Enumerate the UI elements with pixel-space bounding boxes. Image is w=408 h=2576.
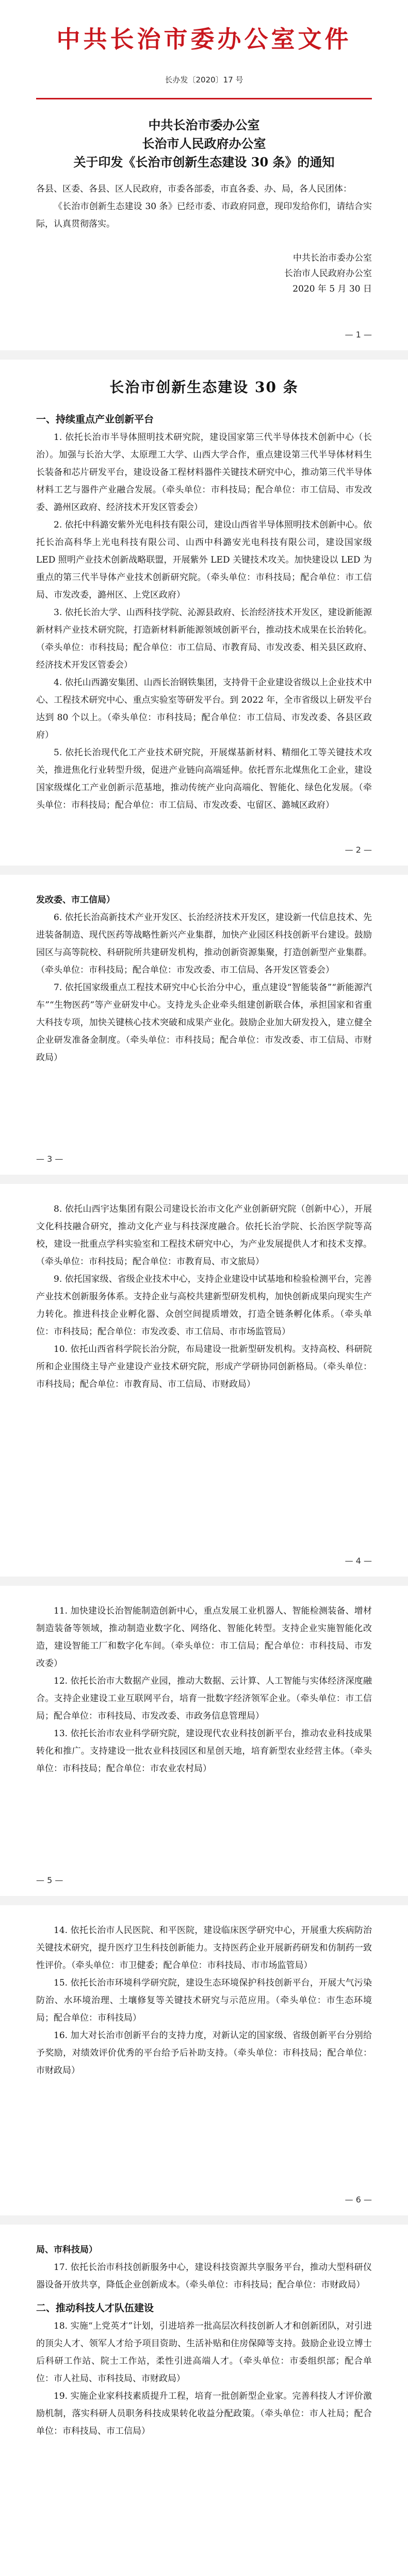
page-number: — 2 —	[345, 845, 372, 855]
continued-text: 发改委、市工信局）	[36, 895, 115, 905]
article-19: 19. 实施企业家科技素质提升工程，培育一批创新型企业家。完善科技人才评价激励机制，落实科研人员职务科技成果转化收益分配政策。（牵头单位：市人社局；配合单位：市科技局、市工信局）	[36, 2391, 372, 2436]
article-6: 6. 依托长治高新技术产业开发区、长治经济技术开发区，建设新一代信息技术、先进装备制造、现代医药等战略性新兴产业集群，加快产业园区科技创新平台建设。鼓励园区与高等院校、科研院所共建研发机构，推动创新资源集聚，打造创新型产业集群。（牵头单位：市科技局；配合单位：市发改委、市工信局、各开发区管委会）	[36, 912, 372, 975]
page-number: — 3 —	[36, 1154, 63, 1164]
page-separator	[0, 1577, 408, 1586]
notice-text: 《长治市创新生态建设 30 条》已经市委、市政府同意，现印发给你们，请结合实际，认真贯彻落实。	[36, 201, 372, 229]
article-2: 2. 依托中科潞安紫外光电科技有限公司，建设山西省半导体照明技术创新中心。依托长治高科华上光电科技有限公司、山西中科潞安光电科技有限公司，建设国家级 LED 照明产业技术创新战略联盟，开展紫外 LED 关键技术攻关。加快建设以 LED 为重点的第三代半导体产业技术创新研究院。（牵头单位：市科技局；配合单位：市工信局、市发改委，潞州区、上党区政府）	[36, 520, 372, 600]
article-5: 5. 依托长治现代化工产业技术研究院，开展煤基新材料、精细化工等关键技术攻关，推进焦化行业转型升级，促进产业链向高端延伸。依托晋东北煤焦化工企业，建设国家级煤化工产业创新示范基地，推动传统产业向高端化、智能化、绿色化发展。（牵头单位：市科技局；配合单位：市工信局、市发改委、屯留区、潞城区政府）	[36, 748, 372, 810]
document-page-6	[36, 1922, 372, 2079]
article-3: 3. 依托长治大学、山西科技学院、沁源县政府、长治经济技术开发区，建设新能源新材料产业技术研究院，打造新材料新能源领域创新平台，推动技术成果在长治转化。（牵头单位：市科技局；配合单位：市工信局、市教育局、市发改委、相关县区政府、经济技术开发区管委会）	[36, 607, 372, 670]
article-18: 18. 实施“上党英才”计划，引进培养一批高层次科技创新人才和创新团队，对引进的顶尖人才、领军人才给予项目资助、生活补贴和住房保障等支持。鼓励企业设立博士后科研工作站、院士工作站，柔性引进高端人才。（牵头单位：市委组织部；配合单位：市人社局、市科技局、市财政局）	[36, 2321, 372, 2384]
masthead	[0, 21, 408, 85]
article-7: 7. 依托国家级重点工程技术研究中心长治分中心，重点建设“智能装备”“新能源汽车”“生物医药”等产业研发中心。支持龙头企业牵头组建创新联合体，承担国家和省重大科技专项，加快关键核心技术突破和成果产业化。鼓励企业加大研发投入，建立健全企业研发准备金制度。（牵头单位：市科技局；配合单位：市发改委、市工信局、市财政局）	[36, 982, 372, 1063]
article-10: 10. 依托山西省科学院长治分院，布局建设一批新型研发机构。支持高校、科研院所和企业围绕主导产业建设产业技术研究院，形成产学研协同创新格局。（牵头单位：市科技局；配合单位：市教育局、市工信局、市财政局）	[36, 1344, 372, 1389]
notice-title: 关于印发《长治市创新生态建设 30 条》的通知	[73, 155, 335, 170]
document-page-4	[36, 1200, 372, 1393]
signature-1: 中共长治市委办公室	[293, 253, 372, 263]
document-page-7	[36, 2241, 372, 2440]
page-separator	[0, 866, 408, 875]
article-9: 9. 依托国家级、省级企业技术中心，支持企业建设中试基地和检验检测平台，完善产业技术创新服务体系。支持企业与高校共建新型研发机构，加快创新成果向现实生产力转化。推进科技企业孵化器、众创空间提质增效，打造全链条孵化体系。（牵头单位：市科技局；配合单位：市发改委、市工信局、市市场监管局）	[36, 1274, 372, 1337]
article-8: 8. 依托山西宇达集团有限公司建设长治市文化产业创新研究院（创新中心），开展文化科技融合研究，推动文化产业与科技深度融合。依托长治学院、长治医学院等高校，建设一批重点学科实验室和工程技术研究中心，为产业发展提供人才和技术支撑。（牵头单位：市科技局；配合单位：市教育局、市文旅局）	[36, 1204, 372, 1267]
page-number: — 1 —	[345, 330, 372, 340]
issuer-1: 中共长治市委办公室	[148, 117, 260, 132]
document-page-2	[36, 376, 372, 814]
page-separator	[0, 1896, 408, 1905]
page-separator	[0, 2215, 408, 2225]
section-heading: 一、持续重点产业创新平台	[36, 414, 154, 425]
page-separator	[0, 1175, 408, 1184]
page-number: — 6 —	[345, 2195, 372, 2205]
signature-block	[36, 250, 372, 297]
article-12: 12. 依托长治市大数据产业园，推动大数据、云计算、人工智能与实体经济深度融合。支持企业建设工业互联网平台，培育一批数字经济领军企业。（牵头单位：市工信局；配合单位：市科技局、市发改委、市政务信息管理局）	[36, 1676, 372, 1721]
notice-date: 2020 年 5 月 30 日	[292, 284, 372, 294]
article-14: 14. 依托长治市人民医院、和平医院，建设临床医学研究中心，开展重大疾病防治关键技术研究，提升医疗卫生科技创新能力。支持医药企业开展新药研发和仿制药一致性评价。（牵头单位：市卫健委；配合单位：市科技局、市市场监管局）	[36, 1925, 372, 1971]
notice-heading	[0, 116, 408, 172]
article-16: 16. 加大对长治市创新平台的支持力度，对新认定的国家级、省级创新平台分别给予奖励，对绩效评价优秀的平台给予后补助支持。（牵头单位：市科技局；配合单位：市财政局）	[36, 2030, 372, 2076]
document-page-3	[36, 891, 372, 1066]
section-heading: 二、推动科技人才队伍建设	[36, 2302, 154, 2314]
page-number: — 5 —	[36, 1875, 63, 1885]
notice-recipients: 各县、区委、各县、区人民政府，市委各部委，市直各委、办、局，各人民团体：	[36, 184, 352, 194]
issuer-2: 长治市人民政府办公室	[142, 136, 266, 151]
article-13: 13. 依托长治市农业科学研究院，建设现代农业科技创新平台，推动农业科技成果转化和推广。支持建设一批农业科技园区和星创天地，培育新型农业经营主体。（牵头单位：市科技局；配合单位：市农业农村局）	[36, 1728, 372, 1774]
article-11: 11. 加快建设长治智能制造创新中心，重点发展工业机器人、智能检测装备、增材制造装备等领域，推动制造业数字化、网络化、智能化转型。支持企业实施智能化改造，建设智能工厂和数字化车间。（牵头单位：市工信局；配合单位：市科技局、市发改委）	[36, 1606, 372, 1669]
document-masthead: 中共长治市委办公室文件	[56, 25, 352, 53]
article-1: 1. 依托长治市半导体照明技术研究院，建设国家第三代半导体技术创新中心（长治）。加强与长治大学、太原理工大学、山西大学合作，重点建设第三代半导体材料生长装备和芯片研发平台，建设设备工程材料器件关键技术研究中心，推动第三代半导体材料工艺与器件产业融合发展。（牵头单位：市科技局；配合单位：市工信局、市发改委、潞州区政府、经济技术开发区管委会）	[36, 432, 372, 513]
document-title: 长治市创新生态建设 30 条	[109, 379, 299, 396]
page-number: — 4 —	[345, 1556, 372, 1566]
signature-2: 长治市人民政府办公室	[284, 268, 372, 279]
red-divider	[36, 98, 372, 99]
article-15: 15. 依托长治市环境科学研究院，建设生态环境保护科技创新平台，开展大气污染防治、水环境治理、土壤修复等关键技术研究与示范应用。（牵头单位：市生态环境局；配合单位：市科技局）	[36, 1978, 372, 2023]
continued-text: 局、市科技局）	[36, 2245, 97, 2255]
page-separator	[0, 350, 408, 360]
document-number: 长办发〔2020〕17 号	[165, 75, 243, 84]
article-17: 17. 依托长治市科技创新服务中心，建设科技资源共享服务平台，推动大型科研仪器设备开放共享，降低企业创新成本。（牵头单位：市科技局；配合单位：市财政局）	[36, 2262, 372, 2290]
notice-body	[36, 180, 372, 297]
document-page-5	[36, 1602, 372, 1777]
article-4: 4. 依托山西潞安集团、山西长治钢铁集团，支持骨干企业建设省级以上企业技术中心、工程技术研究中心、重点实验室等研发平台。到 2022 年，全市省级以上研发平台达到 80 个以上。（牵头单位：市科技局；配合单位：市工信局、市发改委、各县区政府）	[36, 677, 372, 740]
